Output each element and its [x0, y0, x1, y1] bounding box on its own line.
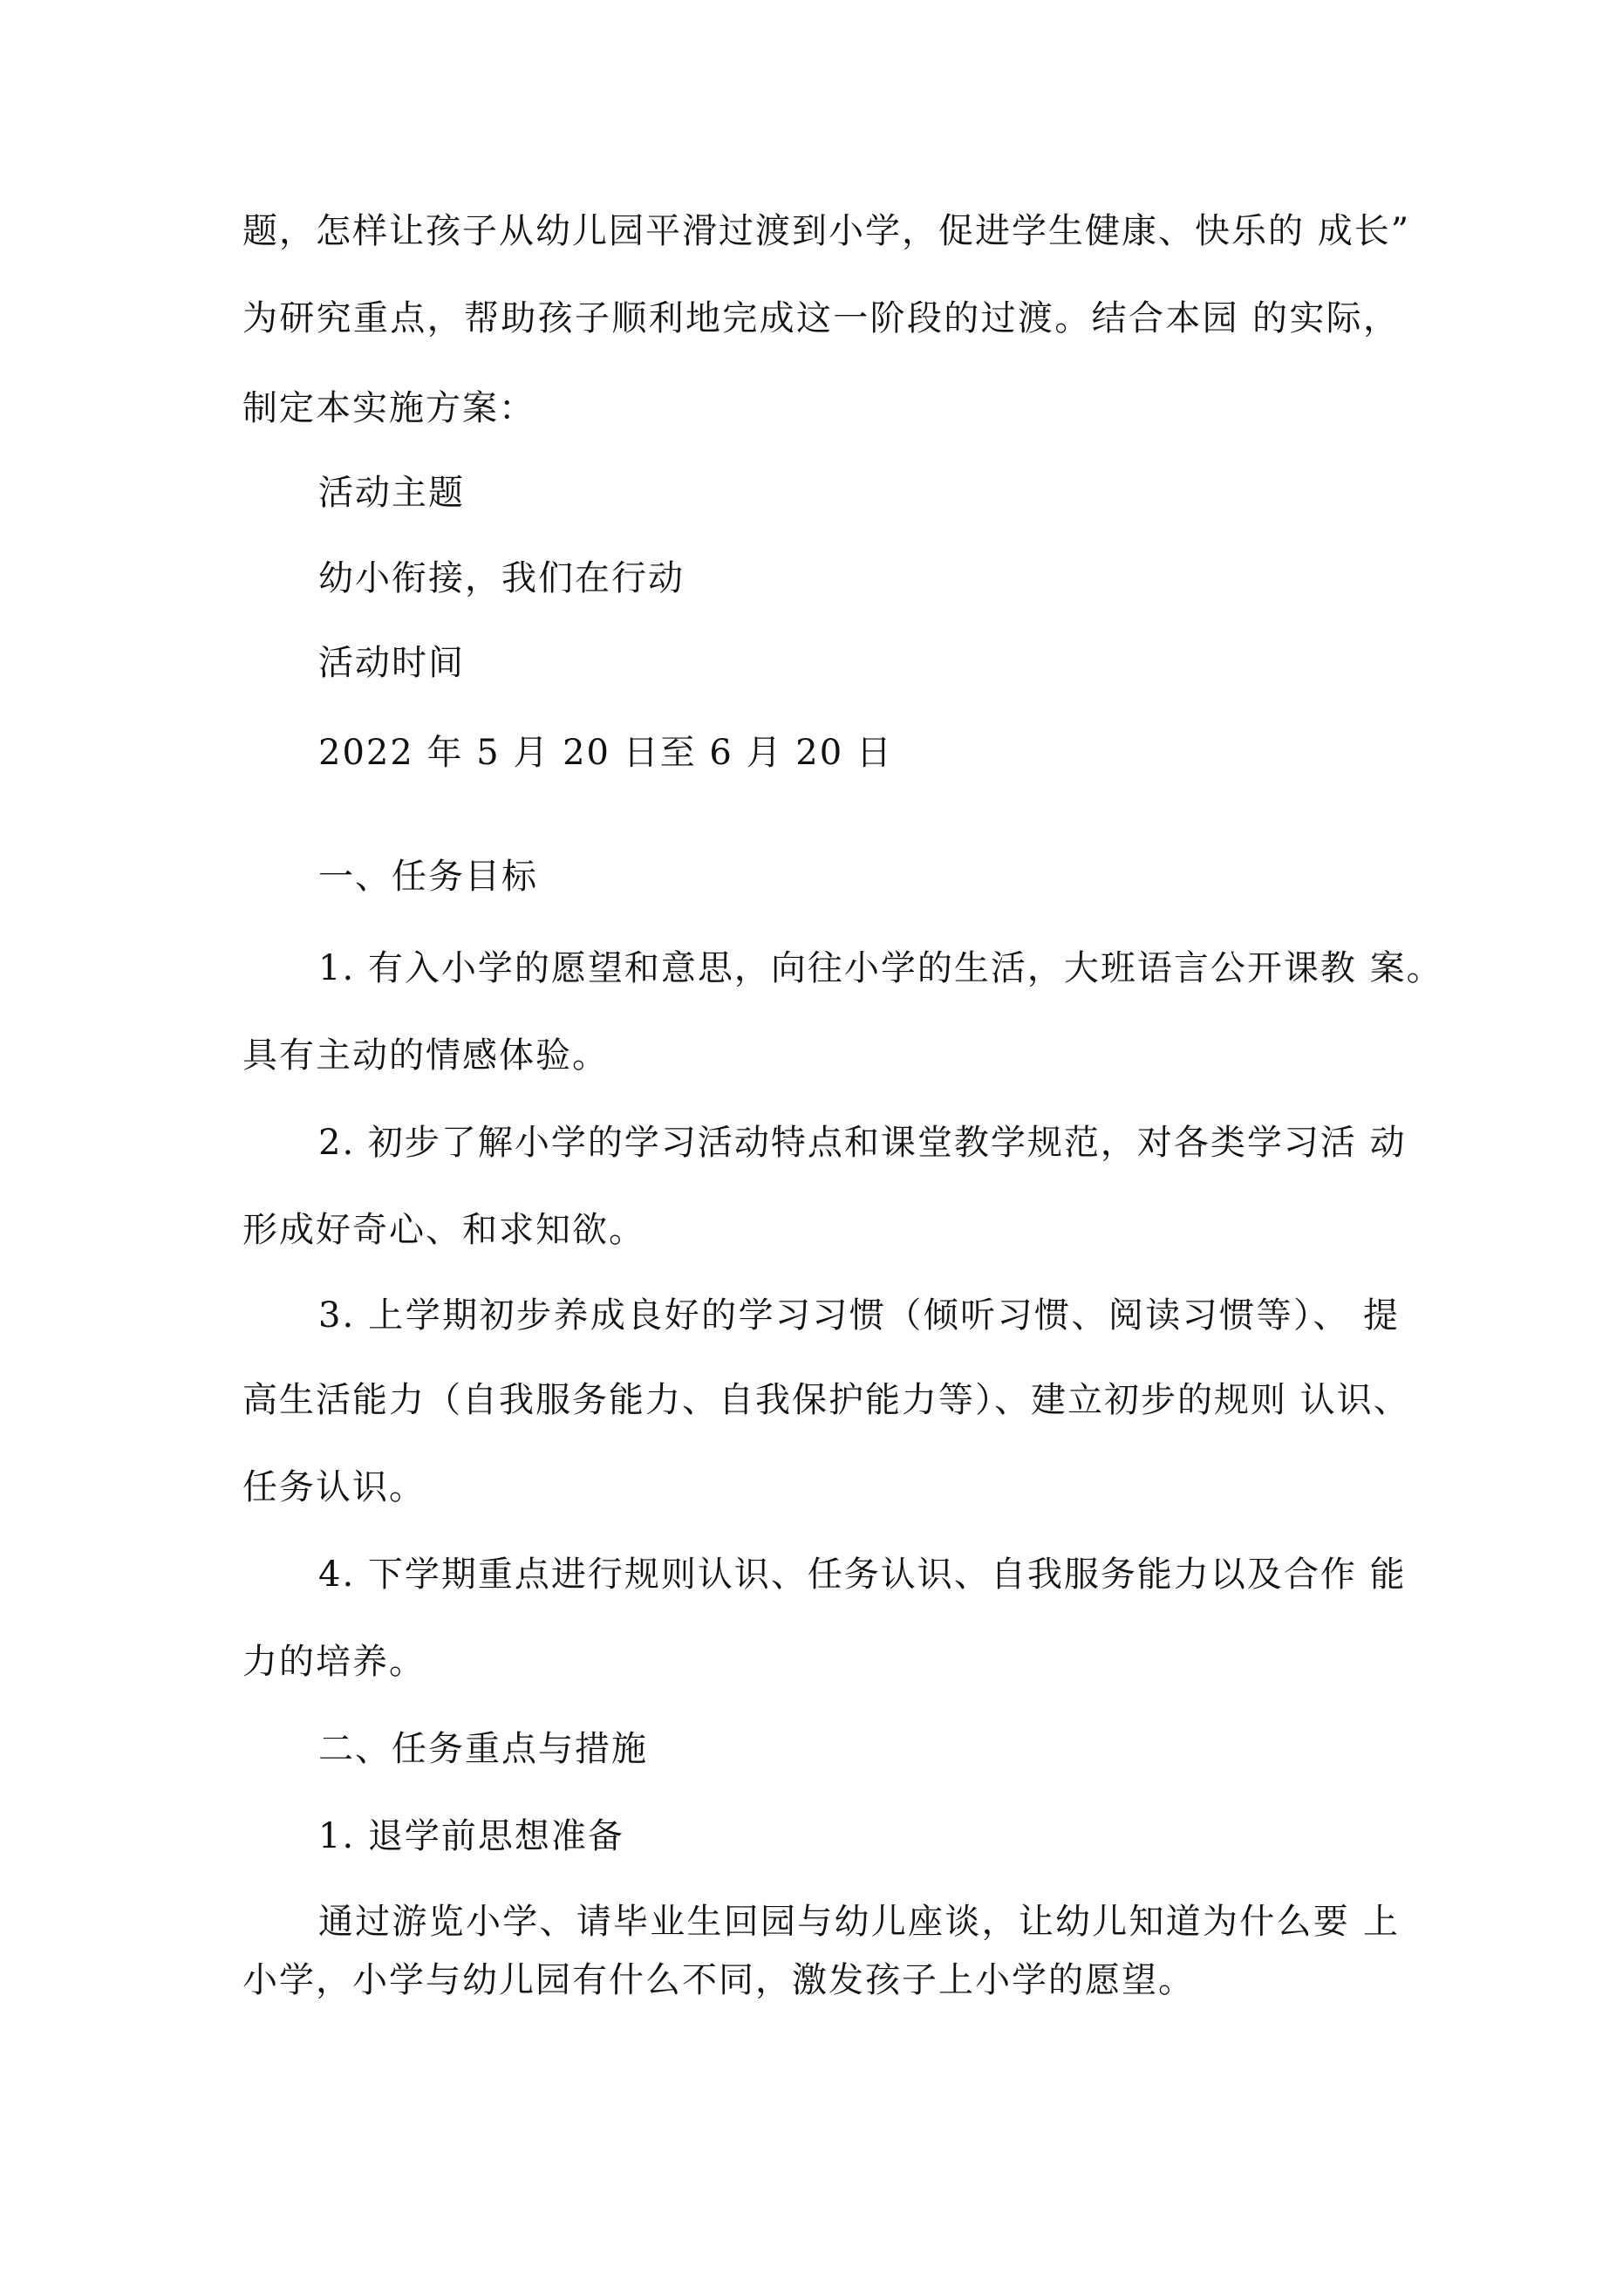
list-item-line: 力的培养。 [242, 1642, 426, 1682]
paragraph-line: 制定本实施方案： [242, 388, 535, 428]
list-item-line: 具有主动的情感体验。 [242, 1035, 609, 1076]
section-heading: 一、任务目标 [318, 857, 538, 897]
list-item-line: 2. 初步了解小学的学习活动特点和课堂教学规范，对各类学习活 动 [318, 1123, 1407, 1163]
paragraph-line: 2022 年 5 月 20 日至 6 月 20 日 [318, 733, 893, 773]
list-item-line: 形成好奇心、和求知欲。 [242, 1210, 645, 1250]
section-heading: 活动时间 [318, 643, 465, 683]
paragraph-line: 小学，小学与幼儿园有什么不同，激发孩子上小学的愿望。 [242, 1960, 1195, 2000]
list-item-line: 4. 下学期重点进行规则认识、任务认识、自我服务能力以及合作 能 [318, 1555, 1407, 1595]
subsection-heading: 1. 退学前思想准备 [318, 1816, 624, 1856]
section-heading: 活动主题 [318, 473, 465, 513]
paragraph-line: 题，怎样让孩子从幼儿园平滑过渡到小学，促进学生健康、快乐的 成长” [242, 211, 1411, 251]
paragraph-line: 为研究重点，帮助孩子顺利地完成这一阶段的过渡。结合本园 的实际， [242, 298, 1400, 338]
list-item-line: 1. 有入小学的愿望和意思，向往小学的生活，大班语言公开课教 案。 [318, 948, 1443, 988]
list-item-line: 3. 上学期初步养成良好的学习习惯（倾听习惯、阅读习惯等）、 提 [318, 1295, 1400, 1336]
list-item-line: 高生活能力（自我服务能力、自我保护能力等）、建立初步的规则 认识、 [242, 1380, 1410, 1420]
list-item-line: 任务认识。 [242, 1467, 426, 1507]
section-heading: 二、任务重点与措施 [318, 1729, 648, 1769]
paragraph-line: 通过游览小学、请毕业生回园与幼儿座谈，让幼儿知道为什么要 上 [318, 1902, 1400, 1942]
paragraph-line: 幼小衔接，我们在行动 [318, 558, 685, 598]
